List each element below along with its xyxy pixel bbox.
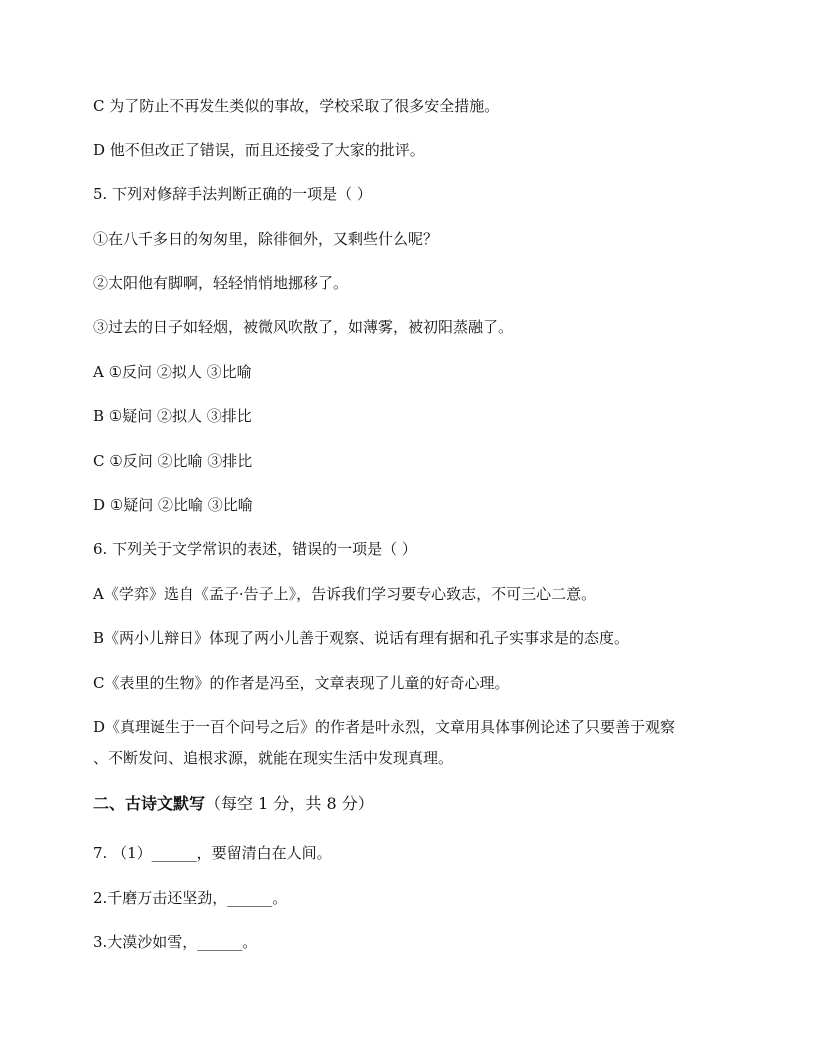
option-6b: B《两小儿辩日》体现了两小儿善于观察、说话有理有据和孔子实事求是的态度。 xyxy=(93,629,630,647)
option-5b: B ①疑问 ②拟人 ③排比 xyxy=(93,407,252,425)
option-4c: C 为了防止不再发生类似的事故，学校采取了很多安全措施。 xyxy=(93,97,500,115)
question-7-blank-2: 2.千磨万击还坚劲，______。 xyxy=(93,889,288,907)
question-7-blank-3: 3.大漠沙如雪，______。 xyxy=(93,933,258,951)
option-4d: D 他不但改正了错误，而且还接受了大家的批评。 xyxy=(93,141,425,159)
option-6d-line-2: 、不断发问、追根求源，就能在现实生活中发现真理。 xyxy=(93,749,454,767)
section-2-score-note: （每空 1 分，共 8 分） xyxy=(205,794,374,813)
option-5d: D ①疑问 ②比喻 ③比喻 xyxy=(93,496,253,514)
question-5-stem: 5. 下列对修辞手法判断正确的一项是（ ） xyxy=(93,185,372,203)
option-6c: C《表里的生物》的作者是冯至，文章表现了儿童的好奇心理。 xyxy=(93,674,510,692)
question-7-blank-1: 7. （1）______，要留清白在人间。 xyxy=(93,844,332,862)
question-6-stem: 6. 下列关于文学常识的表述，错误的一项是（ ） xyxy=(93,540,417,558)
option-5a: A ①反问 ②拟人 ③比喻 xyxy=(93,363,252,381)
question-5-sentence-2: ②太阳他有脚啊，轻轻悄悄地挪移了。 xyxy=(93,274,349,292)
question-5-sentence-3: ③过去的日子如轻烟，被微风吹散了，如薄雾，被初阳蒸融了。 xyxy=(93,318,514,336)
option-6d-line-1: D《真理诞生于一百个问号之后》的作者是叶永烈，文章用具体事例论述了只要善于观察 xyxy=(93,718,676,736)
option-6a: A《学弈》选自《孟子·告子上》，告诉我们学习要专心致志，不可三心二意。 xyxy=(93,585,597,603)
question-5-sentence-1: ①在八千多日的匆匆里，除徘徊外，又剩些什么呢？ xyxy=(93,230,439,248)
section-2-title: 二、古诗文默写 xyxy=(93,794,206,813)
section-2-heading xyxy=(93,794,374,814)
option-5c: C ①反问 ②比喻 ③排比 xyxy=(93,452,253,470)
